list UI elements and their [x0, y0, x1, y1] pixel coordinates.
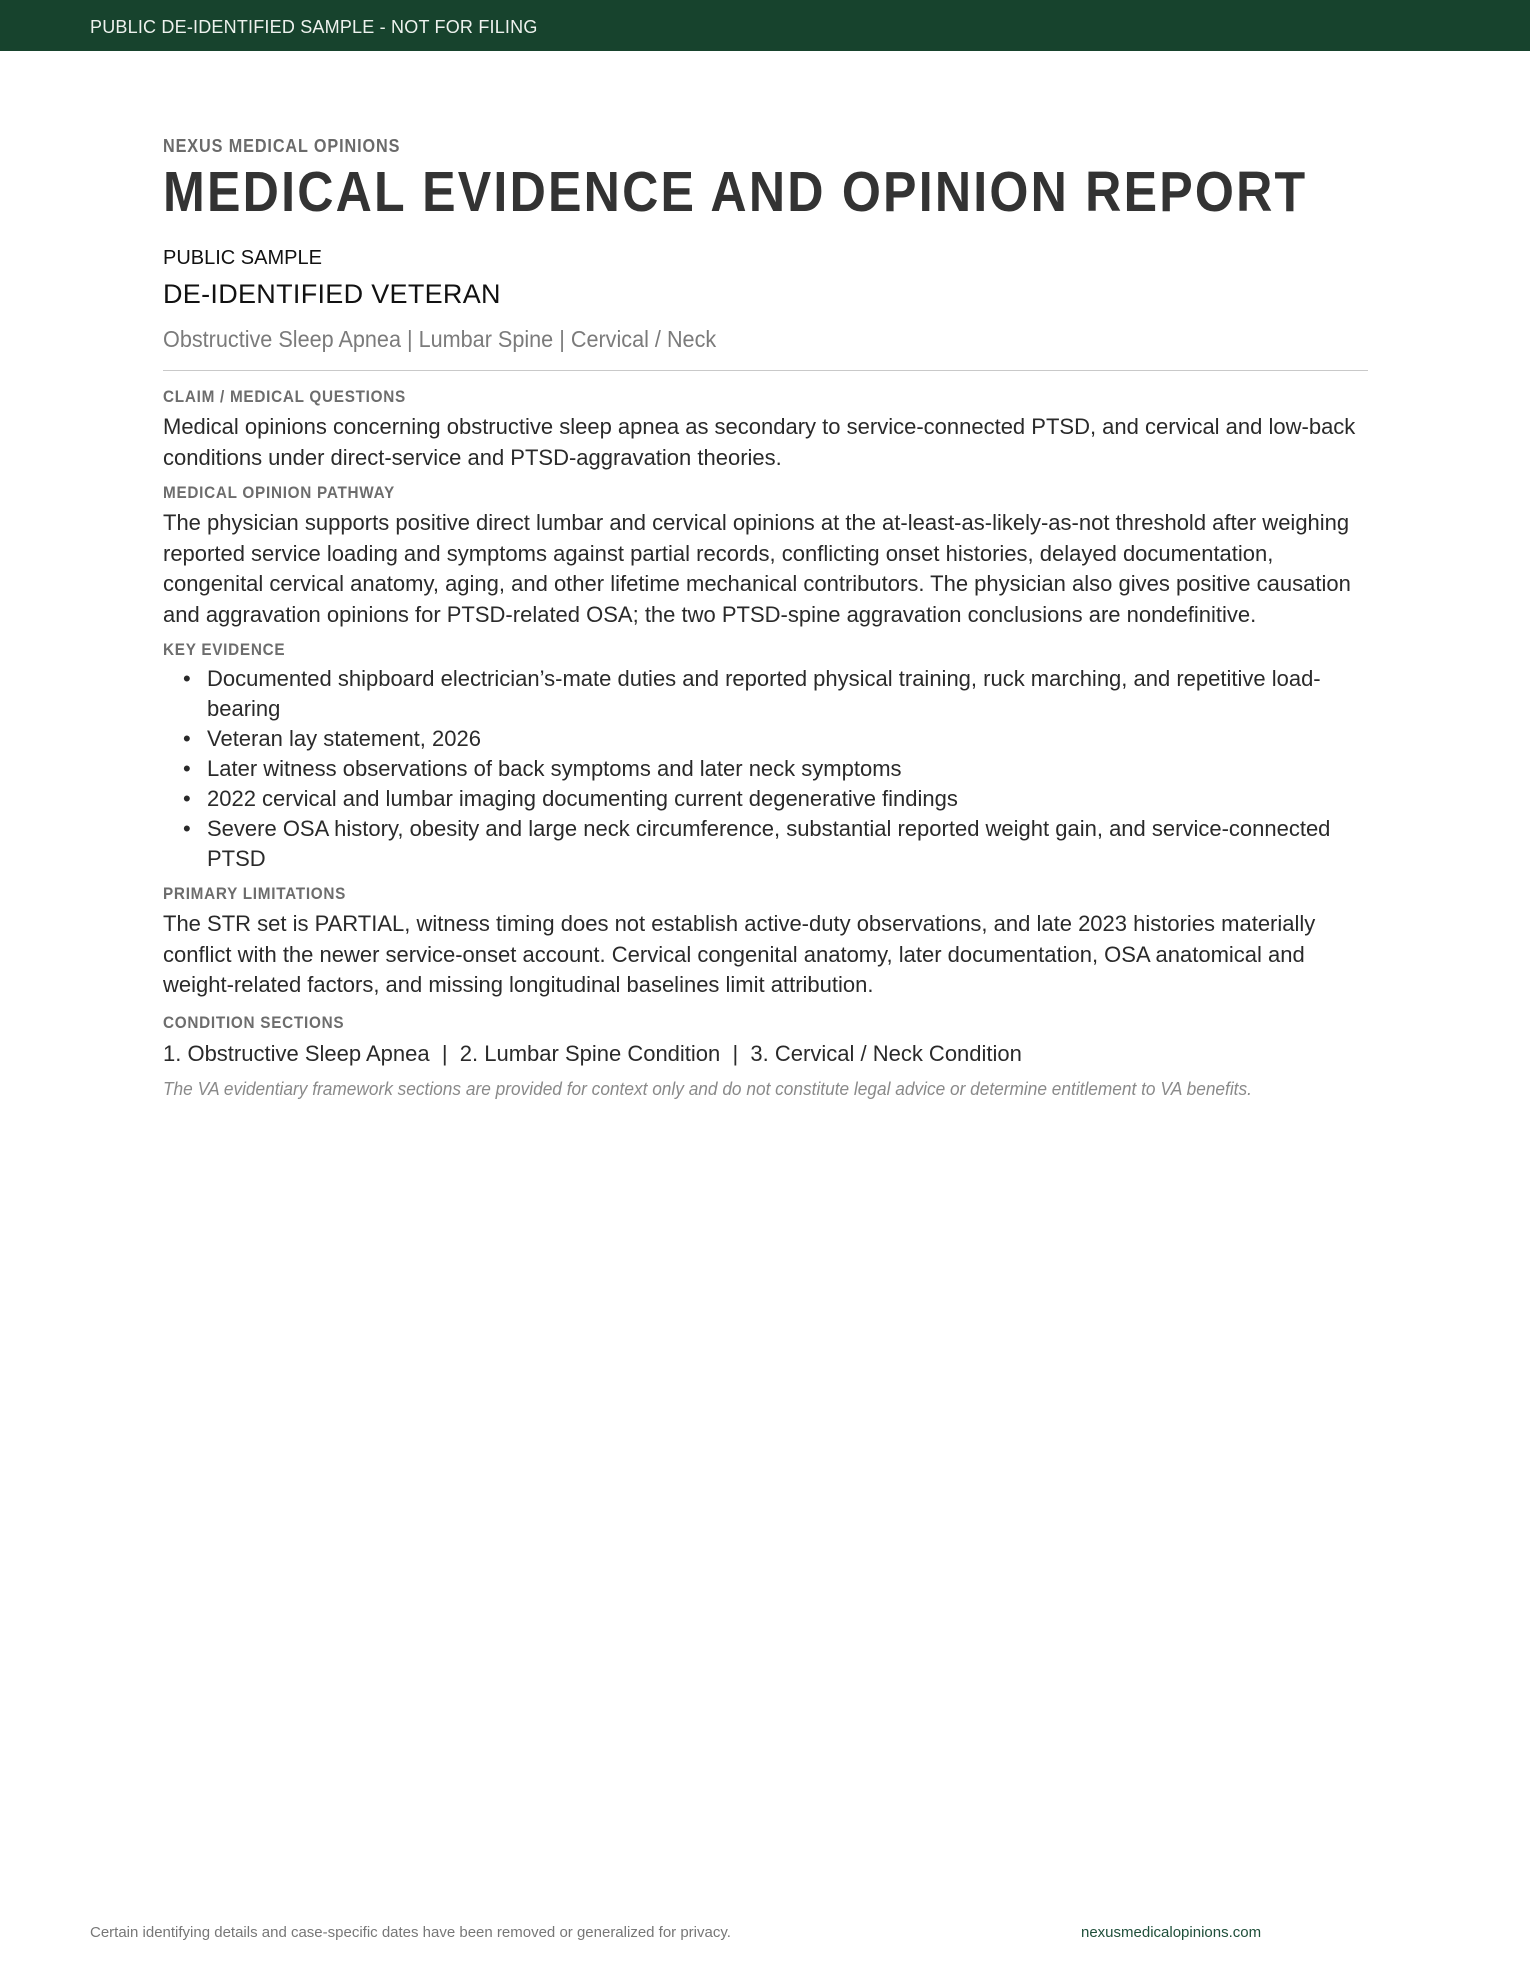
- evidence-heading: KEY EVIDENCE: [163, 640, 286, 659]
- bullet-icon: •: [183, 816, 191, 841]
- evidence-item: Veteran lay statement, 2026: [207, 726, 481, 751]
- footer-website-link[interactable]: nexusmedicalopinions.com: [1081, 1924, 1262, 1941]
- top-banner: [0, 0, 1530, 51]
- report-content: [163, 136, 1368, 1100]
- bullet-icon: •: [183, 666, 191, 691]
- disclaimer: The VA evidentiary framework sections are provided for context only and do not constitute legal advice or determine entitlement to VA benefits.: [163, 1078, 1252, 1099]
- evidence-item: Documented shipboard electrician’s-mate duties and reported physical training, ruck marching, and repetitive load-bearing: [207, 666, 1321, 721]
- sample-label: PUBLIC SAMPLE: [163, 247, 322, 269]
- list-item: [163, 754, 1368, 784]
- limitations-heading: PRIMARY LIMITATIONS: [163, 884, 347, 903]
- claim-heading: CLAIM / MEDICAL QUESTIONS: [163, 387, 406, 406]
- patient-name: DE-IDENTIFIED VETERAN: [163, 279, 501, 309]
- condition-sections: 1. Obstructive Sleep Apnea | 2. Lumbar Spine Condition | 3. Cervical / Neck Condition: [163, 1040, 1022, 1066]
- list-item: [163, 814, 1368, 874]
- claim-text: Medical opinions concerning obstructive sleep apnea as secondary to service-connected PTSD, and cervical and low-back conditions under direct-service and PTSD-aggravation theories.: [163, 414, 1356, 470]
- pathway-text: The physician supports positive direct lumbar and cervical opinions at the at-least-as-likely-as-not threshold after weighing reported service loading and symptoms against partial records, conflicting onset histories, delayed documentation, congenital cervical anatomy, aging, and other lifetime mechanical contributors. The physician also gives positive causation and aggravation opinions for PTSD-related OSA; the two PTSD-spine aggravation conclusions are nondefinitive.: [163, 510, 1351, 627]
- evidence-item: Severe OSA history, obesity and large neck circumference, substantial reported weight gain, and service-connected PTSD: [207, 816, 1331, 871]
- brand-name: NEXUS MEDICAL OPINIONS: [163, 136, 401, 156]
- limitations-text: The STR set is PARTIAL, witness timing does not establish active-duty observations, and late 2023 histories materially conflict with the newer service-onset account. Cervical congenital anatomy, later documentation, OSA anatomical and weight-related factors, and missing longitudinal baselines limit attribution.: [163, 911, 1316, 997]
- evidence-item: Later witness observations of back symptoms and later neck symptoms: [207, 756, 902, 781]
- evidence-list: [163, 664, 1368, 874]
- report-title: MEDICAL EVIDENCE AND OPINION REPORT: [163, 160, 1308, 224]
- list-item: [163, 724, 1368, 754]
- list-item: [163, 664, 1368, 724]
- list-item: [163, 784, 1368, 814]
- bullet-icon: •: [183, 786, 191, 811]
- sections-heading: CONDITION SECTIONS: [163, 1012, 345, 1032]
- footer-privacy-note: Certain identifying details and case-specific dates have been removed or generalized for privacy.: [90, 1924, 731, 1941]
- banner-text: PUBLIC DE-IDENTIFIED SAMPLE - NOT FOR FILING: [90, 17, 538, 37]
- bullet-icon: •: [183, 756, 191, 781]
- conditions-summary: Obstructive Sleep Apnea | Lumbar Spine | Cervical / Neck: [163, 326, 717, 352]
- bullet-icon: •: [183, 726, 191, 751]
- pathway-heading: MEDICAL OPINION PATHWAY: [163, 483, 395, 502]
- evidence-item: 2022 cervical and lumbar imaging documenting current degenerative findings: [207, 786, 958, 811]
- divider: [163, 370, 1368, 371]
